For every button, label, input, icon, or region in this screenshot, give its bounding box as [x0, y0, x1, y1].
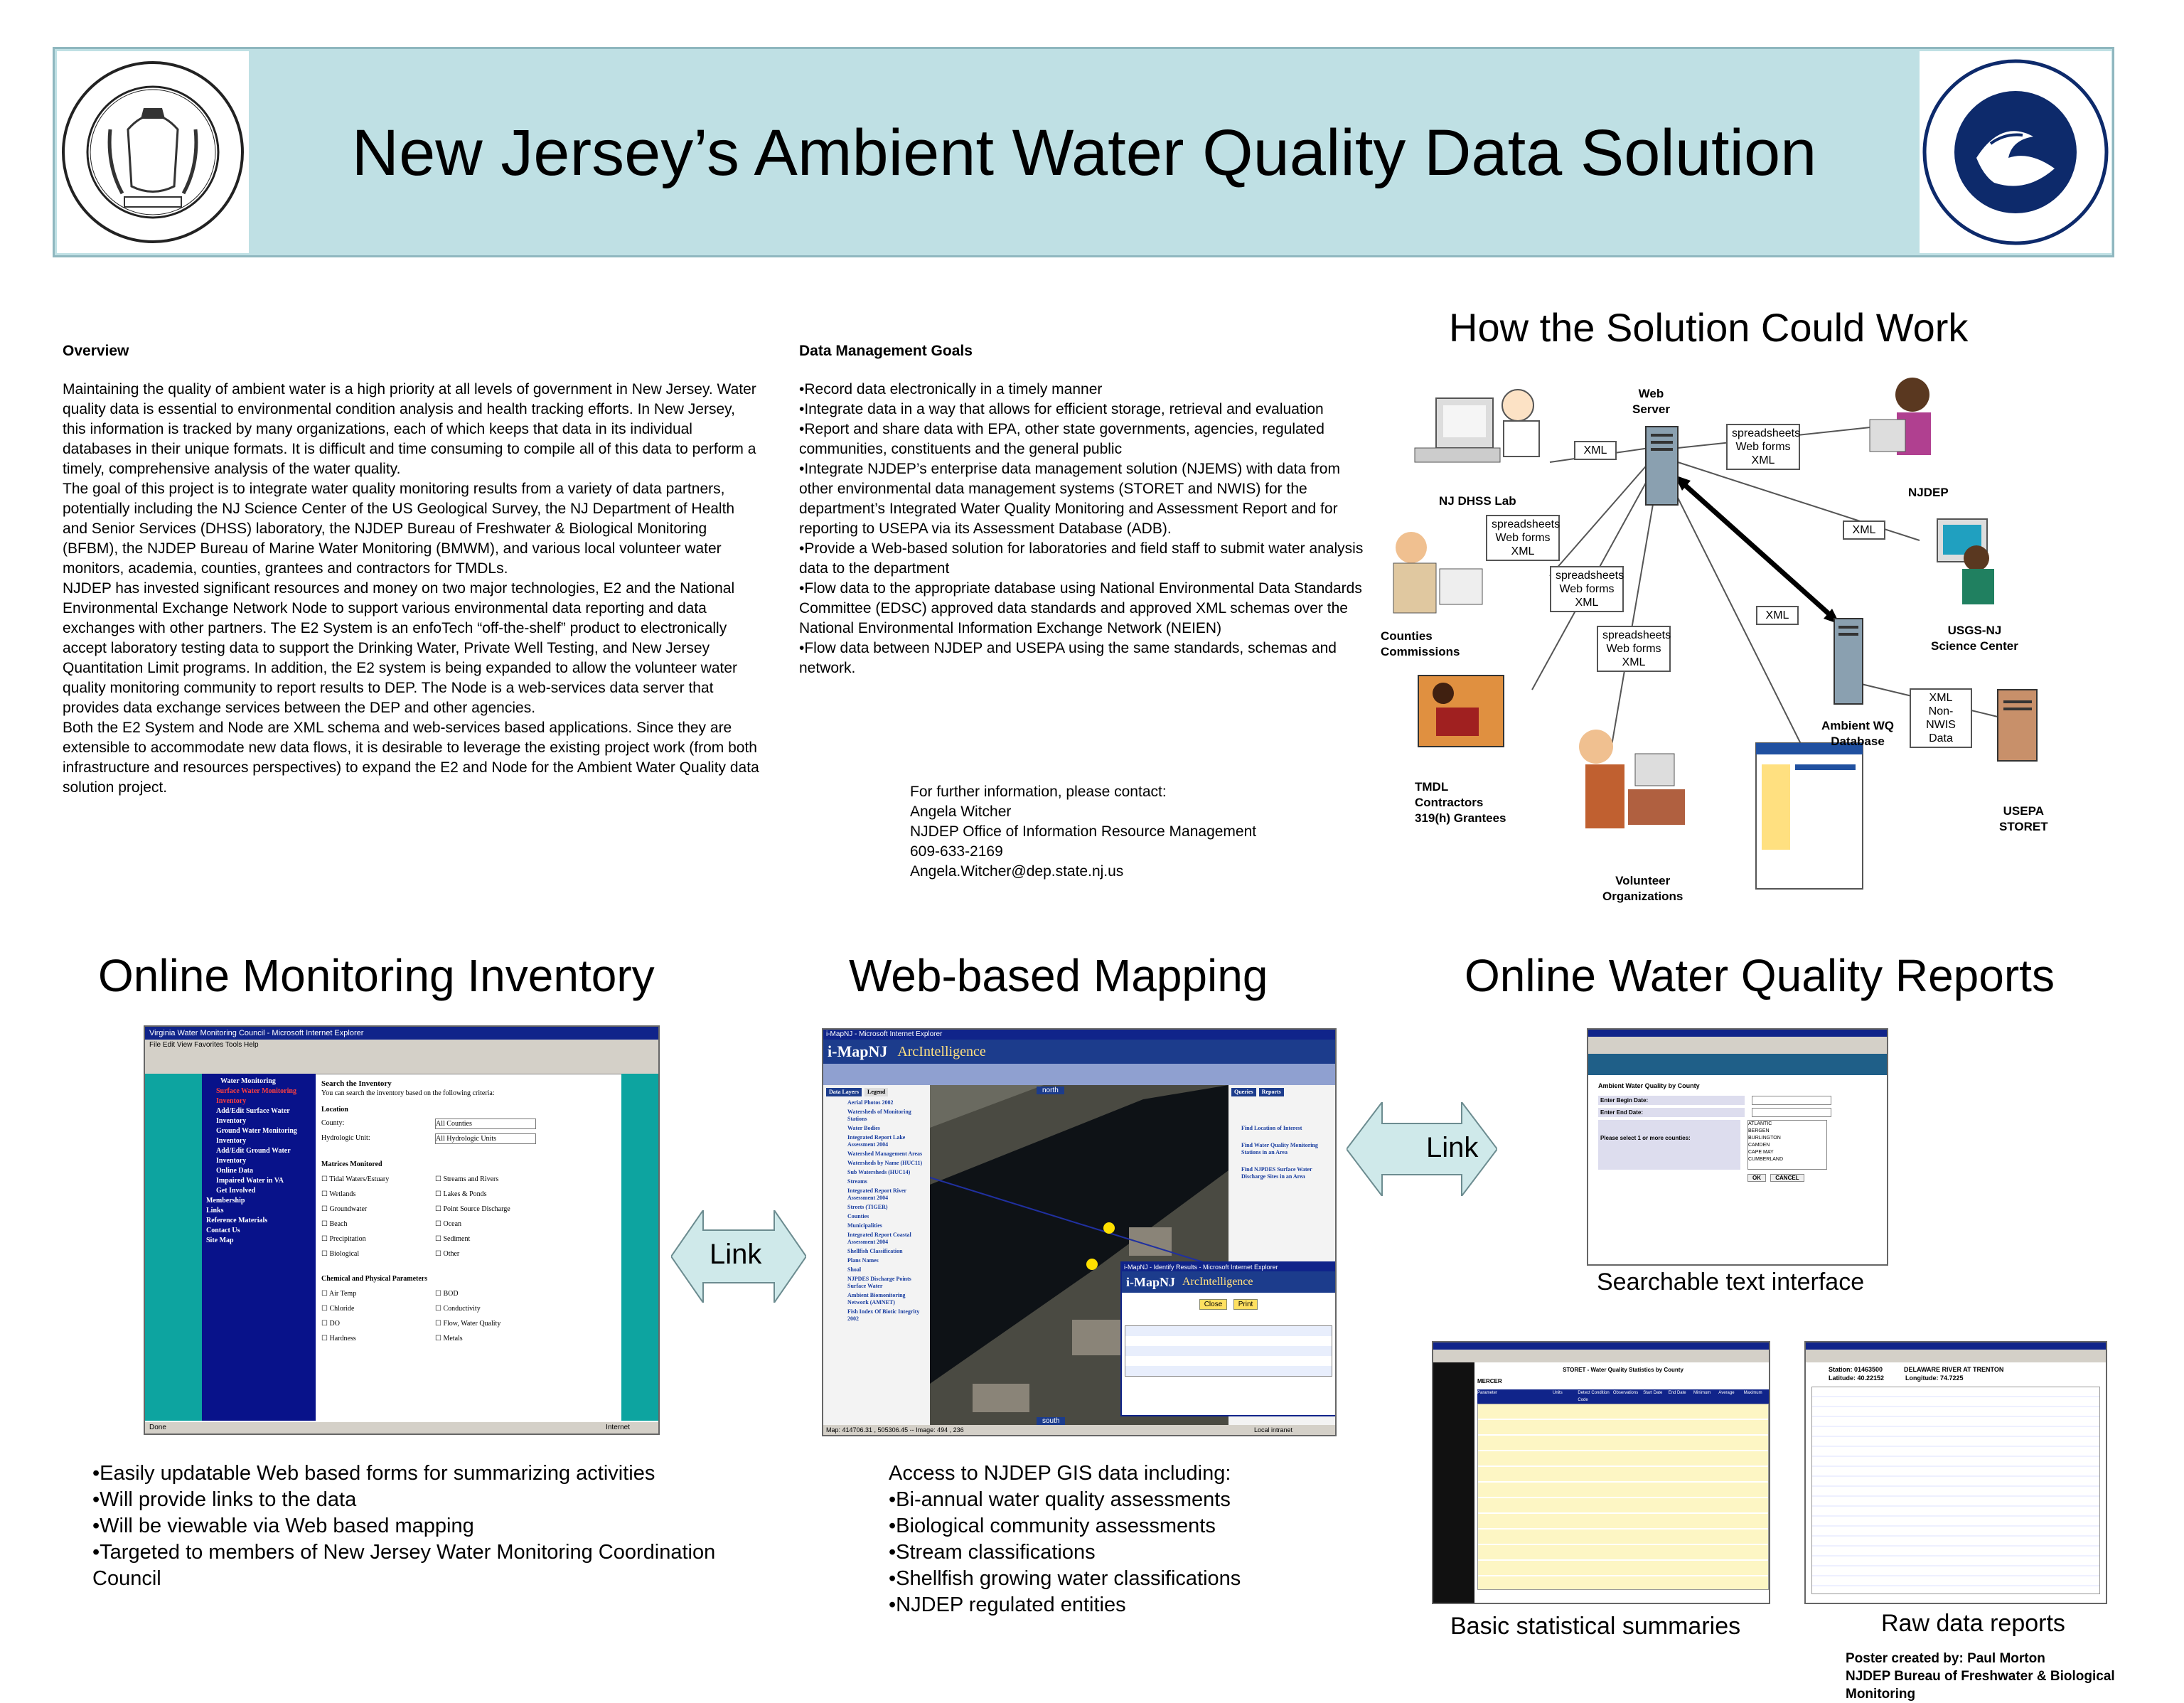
- nav-item[interactable]: Site Map: [206, 1237, 234, 1244]
- toolbar[interactable]: [1806, 1350, 2106, 1362]
- mapping-heading: Web-based Mapping: [849, 950, 1268, 1001]
- overview-paragraph: Both the E2 System and Node are XML schema and web-services based applications. Since they are extensible to accommodate new data flows, it is desirable to leverage the existing project work (from both infrastructure and resources perspectives) to expand the E2 and Node for the Ambient Water Quality data solution project.: [63, 720, 759, 796]
- xml-label: XML: [1756, 606, 1799, 625]
- non-nwis-label: XML Non-NWIS Data: [1910, 688, 1972, 748]
- bullet-item: •Easily updatable Web based forms for summarizing activities: [92, 1462, 655, 1485]
- clipart-icon: [1418, 676, 1504, 747]
- layer-item[interactable]: Municipalities: [847, 1222, 882, 1229]
- search-form: [1588, 1075, 1887, 1189]
- station-lat: Latitude: 40.22152: [1829, 1374, 1885, 1382]
- hu-label: Hydrologic Unit:: [321, 1134, 370, 1142]
- station-name: DELAWARE RIVER AT TRENTON: [1904, 1366, 2004, 1373]
- checkbox-item[interactable]: ☐ Lakes & Ponds: [435, 1190, 487, 1198]
- nav-item[interactable]: Get Involved: [216, 1187, 256, 1195]
- bullet-item: •Targeted to members of New Jersey Water Monitoring Coordination Council: [92, 1541, 716, 1590]
- server-icon: [1834, 619, 1863, 704]
- query-item[interactable]: Find NJPDES Surface Water Discharge Sites in an Area: [1241, 1166, 1312, 1180]
- status-bar: [145, 1422, 658, 1434]
- contact-name: Angela Witcher: [910, 804, 1012, 820]
- spreadsheets-label: spreadsheets Web forms XML: [1486, 515, 1560, 561]
- overview-paragraph: Maintaining the quality of ambient water is a high priority at all levels of government in New Jersey. Water quality data is essential to environmental condition analysis and health tracking efforts. In New Jersey, this information is tracked by many organizations, each of which keeps that data in its individual databases in their unique formats. It is difficult and time consuming to compile all of this data to perform a timely, comprehensive analysis of the water quality.: [63, 381, 756, 477]
- layer-item[interactable]: Watersheds of Monitoring Stations: [847, 1109, 911, 1122]
- nav-item[interactable]: Add/Edit Ground Water Inventory: [216, 1147, 291, 1165]
- contact-phone: 609-633-2169: [910, 843, 1003, 860]
- nav-item[interactable]: Reference Materials: [206, 1217, 268, 1224]
- xml-label: XML: [1574, 441, 1617, 460]
- link-label: Link: [710, 1239, 762, 1270]
- contact-line: For further information, please contact:: [910, 784, 1167, 800]
- stats-caption: Basic statistical summaries: [1450, 1613, 1741, 1640]
- begin-date-label: Enter Begin Date:: [1598, 1096, 1745, 1105]
- database-icon: [1998, 690, 2037, 761]
- nav-item[interactable]: Impaired Water in VA: [216, 1177, 284, 1185]
- county-option[interactable]: CUMBERLAND: [1748, 1157, 1784, 1162]
- layer-item[interactable]: NJPDES Discharge Points Surface Water: [847, 1276, 911, 1289]
- bullet-item: •Stream classifications: [889, 1541, 1096, 1564]
- popup-close-button[interactable]: Close: [1199, 1299, 1228, 1310]
- bullet-item: •Will provide links to the data: [92, 1488, 357, 1511]
- reports-heading: Online Water Quality Reports: [1465, 950, 2055, 1001]
- checkbox-item[interactable]: ☐ Biological: [321, 1250, 360, 1258]
- overview-body: [63, 380, 759, 798]
- layer-item[interactable]: Streets (TIGER): [847, 1204, 888, 1210]
- tab-legend[interactable]: Legend: [864, 1088, 888, 1096]
- raw-caption: Raw data reports: [1881, 1610, 2065, 1637]
- counties-label: Counties Commissions: [1381, 629, 1460, 658]
- bullet-intro: Access to NJDEP GIS data including:: [889, 1462, 1231, 1485]
- layer-item[interactable]: Aerial Photos 2002: [847, 1099, 894, 1106]
- tab-reports[interactable]: Reports: [1259, 1088, 1284, 1096]
- xml-label: XML: [1843, 520, 1885, 540]
- goal-item: •Record data electronically in a timely manner: [799, 381, 1103, 397]
- bullet-item: •Will be viewable via Web based mapping: [92, 1515, 474, 1537]
- dhss-label: NJ DHSS Lab: [1439, 494, 1516, 508]
- popup-print-button[interactable]: Print: [1233, 1299, 1258, 1310]
- status-zone: Local intranet: [1253, 1426, 1292, 1434]
- goal-item: •Flow data between NJDEP and USEPA using the same standards, schemas and network.: [799, 640, 1337, 676]
- checkbox-item[interactable]: ☐ Ocean: [435, 1220, 462, 1228]
- layer-item[interactable]: Streams: [847, 1178, 867, 1185]
- submit-button[interactable]: OK: [1747, 1174, 1766, 1182]
- compass-north[interactable]: north: [1037, 1087, 1064, 1094]
- location-heading: Location: [321, 1106, 348, 1114]
- layers-panel: [823, 1085, 930, 1426]
- imap-product: ArcIntelligence: [897, 1043, 986, 1059]
- inventory-heading: Online Monitoring Inventory: [98, 950, 655, 1001]
- nav-item[interactable]: Surface Water Monitoring Inventory: [216, 1087, 296, 1105]
- layer-item[interactable]: Integrated Report River Assessment 2004: [847, 1187, 906, 1201]
- inventory-nav: [202, 1074, 316, 1421]
- person-icon: [1870, 378, 1931, 455]
- nav-item[interactable]: Online Data: [216, 1167, 253, 1175]
- window-titlebar: [1806, 1342, 2106, 1350]
- window-titlebar: Virginia Water Monitoring Council - Microsoft Internet Explorer: [145, 1027, 658, 1040]
- matrices-heading: Matrices Monitored: [321, 1160, 382, 1168]
- njdep-logo: [1920, 51, 2111, 253]
- person-icon: [1393, 532, 1482, 613]
- raw-content: [1806, 1362, 2106, 1597]
- checkbox-item[interactable]: ☐ Air Temp: [321, 1290, 357, 1298]
- stats-sidebar: [1433, 1362, 1474, 1604]
- computer-icon: [1937, 519, 1994, 604]
- nav-item[interactable]: Membership: [206, 1197, 245, 1205]
- window-titlebar: [1433, 1342, 1769, 1350]
- nav-item[interactable]: Water Monitoring: [220, 1077, 276, 1085]
- computer-icon: [1415, 390, 1539, 462]
- layer-item[interactable]: Integrated Report Coastal Assessment 2004: [847, 1232, 911, 1245]
- checkbox-item[interactable]: ☐ Tidal Waters/Estuary: [321, 1175, 390, 1183]
- popup-product: ArcIntelligence: [1182, 1276, 1253, 1288]
- column-header: Minimum: [1693, 1391, 1711, 1395]
- checkbox-item[interactable]: ☐ Flow, Water Quality: [435, 1320, 501, 1328]
- status-text: Map: 414706.31 , 505306.45 -- Image: 494 , 236: [826, 1426, 964, 1434]
- column-header: Observations: [1612, 1391, 1639, 1395]
- column-header: Start Date: [1643, 1391, 1663, 1395]
- nav-item[interactable]: Add/Edit Surface Water Inventory: [216, 1107, 290, 1125]
- column-header: Average: [1718, 1391, 1735, 1395]
- overview-paragraph: NJDEP has invested significant resources and money on two major technologies, E2 and the National Environmental Exchange Network Node to support various environmental data reporting and data exchanges with other partners. The E2 System is an enfoTech “off-the-shelf” product to electronically accept laboratory testing data to support the Drinking Water, Private Well Testing, and New Jersey Quantitation Limit programs. In addition, the E2 system is being expanded to allow the volunteer water quality monitoring community to report results to DEP. The Node is a web-services data server that provides data exchange services between the DEP and other agencies.: [63, 580, 738, 716]
- cancel-button[interactable]: CANCEL: [1770, 1174, 1804, 1182]
- bullet-item: •Shellfish growing water classifications: [889, 1567, 1241, 1590]
- goal-item: •Integrate NJDEP’s enterprise data management solution (NJEMS) with data from other environmental data management systems (STORET and NWIS) for the department’s Integrated Water Quality Monitoring and Assessment Report and for reporting to USEPA via its Assessment Database (ADB).: [799, 461, 1340, 537]
- overview-heading: Overview: [63, 343, 129, 359]
- form-heading: Ambient Water Quality by County: [1598, 1082, 1700, 1089]
- layer-item[interactable]: Ambient Biomonitoring Network (AMNET): [847, 1292, 906, 1306]
- popup-brand: i-MapNJ: [1126, 1274, 1175, 1289]
- raw-data-screenshot: [1804, 1341, 2107, 1604]
- tab-queries[interactable]: Queries: [1231, 1088, 1256, 1096]
- status-zone: Internet: [606, 1424, 630, 1431]
- column-header: Parameter: [1477, 1391, 1498, 1395]
- chem-checks: [321, 1289, 616, 1343]
- layer-item[interactable]: Plans Names: [847, 1257, 879, 1264]
- diagram-title: How the Solution Could Work: [1449, 305, 1969, 350]
- chem-heading: Chemical and Physical Parameters: [321, 1275, 428, 1283]
- status-bar: [823, 1425, 1335, 1435]
- layer-item[interactable]: Fish Index Of Biotic Integrity 2002: [847, 1308, 920, 1322]
- hu-select[interactable]: All Hydrologic Units: [435, 1133, 536, 1144]
- tab-data-layers[interactable]: Data Layers: [826, 1088, 862, 1096]
- usepa-label: USEPA STORET: [1999, 804, 2048, 833]
- njdep-label: NJDEP: [1908, 486, 1949, 499]
- checkbox-item[interactable]: ☐ Beach: [321, 1220, 348, 1228]
- nj-state-seal: [57, 51, 249, 253]
- toolbar[interactable]: [1433, 1350, 1769, 1362]
- form-heading: Search the Inventory: [321, 1079, 392, 1088]
- poster-title: New Jersey’s Ambient Water Quality Data Solution: [351, 117, 1817, 189]
- stats-content: [1477, 1367, 1769, 1590]
- station-lon: Longitude: 74.7225: [1905, 1374, 1964, 1382]
- ambient-db-label: Ambient WQ Database: [1821, 719, 1894, 748]
- nav-item[interactable]: Contact Us: [206, 1227, 240, 1234]
- goal-item: •Report and share data with EPA, other state governments, agencies, regulated communities, constituents and the general public: [799, 421, 1324, 457]
- stats-header-row: [1477, 1389, 1769, 1404]
- layer-item[interactable]: Shoal: [847, 1266, 862, 1273]
- stats-table-body: [1477, 1404, 1769, 1590]
- end-date-input[interactable]: [1752, 1108, 1831, 1117]
- checkbox-item[interactable]: ☐ Chloride: [321, 1305, 355, 1313]
- checkbox-item[interactable]: ☐ Wetlands: [321, 1190, 356, 1198]
- poster-credit: Poster created by: Paul Morton: [1846, 1651, 2045, 1666]
- county-label: County:: [321, 1119, 345, 1127]
- checkbox-item[interactable]: ☐ Point Source Discharge: [435, 1205, 510, 1213]
- checkbox-item[interactable]: ☐ Conductivity: [435, 1305, 481, 1313]
- nav-item[interactable]: Ground Water Monitoring Inventory: [216, 1127, 297, 1145]
- checkbox-item[interactable]: ☐ BOD: [435, 1290, 459, 1298]
- begin-date-input[interactable]: [1752, 1096, 1831, 1105]
- web-server-label: Web Server: [1632, 387, 1670, 416]
- contact-email[interactable]: Angela.Witcher@dep.state.nj.us: [910, 863, 1124, 880]
- column-header: End Date: [1668, 1391, 1686, 1395]
- layer-item[interactable]: Counties: [847, 1213, 869, 1219]
- raw-data-table: [1811, 1387, 2100, 1594]
- end-date-label: Enter End Date:: [1598, 1108, 1745, 1117]
- stats-county: MERCER: [1477, 1378, 1502, 1384]
- volunteer-label: Volunteer Organizations: [1602, 874, 1684, 903]
- imap-brand: i-MapNJ: [828, 1042, 888, 1060]
- site-banner: [1588, 1054, 1887, 1075]
- goals-heading: Data Management Goals: [799, 343, 973, 359]
- search-interface-screenshot: [1587, 1028, 1888, 1266]
- county-select[interactable]: All Counties: [435, 1119, 536, 1129]
- form-subtext: You can search the inventory based on the following criteria:: [321, 1089, 495, 1097]
- county-option[interactable]: BURLINGTON: [1748, 1136, 1781, 1141]
- column-header: Units: [1553, 1391, 1563, 1395]
- query-item[interactable]: Find Water Quality Monitoring Stations in an Area: [1241, 1142, 1318, 1155]
- layer-item[interactable]: Watersheds by Name (HUC11): [847, 1160, 923, 1166]
- column-header: Maximum: [1743, 1391, 1762, 1395]
- identify-popup: [1120, 1261, 1337, 1416]
- status-text: Done: [149, 1424, 166, 1431]
- goal-item: •Integrate data in a way that allows for efficient storage, retrieval and evaluation: [799, 401, 1324, 417]
- query-item[interactable]: Find Location of Interest: [1241, 1125, 1302, 1131]
- checkbox-item[interactable]: ☐ Other: [435, 1250, 460, 1258]
- counties-label: Please select 1 or more counties:: [1598, 1120, 1740, 1170]
- teal-sidebar: [621, 1074, 658, 1421]
- imap-header: [823, 1040, 1335, 1064]
- inventory-bullets: [92, 1461, 732, 1592]
- checkbox-item[interactable]: ☐ Hardness: [321, 1335, 356, 1342]
- search-caption: Searchable text interface: [1597, 1269, 1865, 1296]
- county-option[interactable]: ATLANTIC: [1748, 1121, 1772, 1126]
- inventory-form: [316, 1074, 621, 1421]
- checkbox-item[interactable]: ☐ Precipitation: [321, 1235, 366, 1243]
- bullet-item: •Bi-annual water quality assessments: [889, 1488, 1231, 1511]
- server-icon: [1646, 427, 1678, 505]
- bullet-item: •NJDEP regulated entities: [889, 1593, 1126, 1616]
- overview-paragraph: The goal of this project is to integrate water quality monitoring results from a variety of data partners, potentially including the NJ Science Center of the US Geological Survey, the NJ Department of Health and Senior Services (DHSS) laboratory, the NJDEP Bureau of Freshwater & Biological Monitoring (BFBM), the NJDEP Bureau of Marine Water Monitoring (BMWM), and various local volunteer water monitors, academia, counties, grantees and contractors for TMDLs.: [63, 481, 735, 577]
- checkbox-item[interactable]: ☐ Streams and Rivers: [435, 1175, 499, 1183]
- spreadsheets-label: spreadsheets Web forms XML: [1597, 626, 1671, 672]
- menu-bar[interactable]: File Edit View Favorites Tools Help: [145, 1040, 658, 1051]
- inventory-screenshot: [144, 1025, 660, 1435]
- contact-block: [910, 782, 1337, 882]
- layer-item[interactable]: Sub Watersheds (HUC14): [847, 1169, 911, 1175]
- mapping-screenshot: [822, 1028, 1337, 1436]
- goal-item: •Provide a Web-based solution for laboratories and field staff to submit water analysis data to the department: [799, 540, 1364, 577]
- checkbox-item[interactable]: ☐ DO: [321, 1320, 340, 1328]
- popup-titlebar: i-MapNJ - Identify Results - Microsoft Internet Explorer: [1122, 1263, 1335, 1271]
- link-label: Link: [1426, 1132, 1479, 1163]
- contact-office: NJDEP Office of Information Resource Management: [910, 823, 1257, 840]
- layer-item[interactable]: Shellfish Classification: [847, 1248, 903, 1254]
- usgs-label: USGS-NJ Science Center: [1931, 624, 2018, 653]
- layer-item[interactable]: Water Bodies: [847, 1125, 880, 1131]
- nav-item[interactable]: Links: [206, 1207, 224, 1214]
- checkbox-item[interactable]: ☐ Groundwater: [321, 1205, 368, 1213]
- county-listbox[interactable]: [1747, 1120, 1827, 1170]
- goal-item: •Flow data to the appropriate database using National Environmental Data Standards Committee (EDSC) approved data standards and approved XML schemas over the National Environmental Information Exchange Network (NEIEN): [799, 580, 1362, 636]
- tmdl-label: TMDL Contractors 319(h) Grantees: [1415, 780, 1506, 825]
- compass-south[interactable]: south: [1037, 1417, 1065, 1425]
- county-option[interactable]: CAMDEN: [1748, 1143, 1770, 1148]
- toolbar[interactable]: [1588, 1037, 1887, 1054]
- checkbox-item[interactable]: ☐ Sediment: [435, 1235, 471, 1243]
- county-option[interactable]: CAPE MAY: [1748, 1150, 1774, 1155]
- stats-title: STORET - Water Quality Statistics by County: [1563, 1367, 1684, 1373]
- column-header: Detect Condition Code: [1578, 1391, 1610, 1402]
- matrices-checks: [321, 1175, 616, 1259]
- mapping-bullets: [889, 1461, 1386, 1618]
- poster-credit-bureau: NJDEP Bureau of Freshwater & Biological Monitoring: [1846, 1669, 2115, 1702]
- window-titlebar: i-MapNJ - Microsoft Internet Explorer: [823, 1030, 1335, 1040]
- checkbox-item[interactable]: ☐ Metals: [435, 1335, 463, 1342]
- identify-table: [1125, 1325, 1332, 1377]
- spreadsheets-label: spreadsheets Web forms XML: [1550, 566, 1624, 612]
- bullet-item: •Biological community assessments: [889, 1515, 1216, 1537]
- stats-screenshot: [1432, 1341, 1770, 1604]
- spreadsheets-label: spreadsheets Web forms XML: [1726, 424, 1800, 470]
- layer-item[interactable]: Watershed Management Areas: [847, 1151, 923, 1157]
- station-id: Station: 01463500: [1829, 1366, 1883, 1373]
- county-option[interactable]: BERGEN: [1748, 1128, 1770, 1133]
- person-icon: [1579, 730, 1685, 828]
- screenshot-thumbnail: [1756, 743, 1863, 889]
- layer-item[interactable]: Integrated Report Lake Assessment 2004: [847, 1134, 906, 1148]
- window-titlebar: [1588, 1030, 1887, 1037]
- map-toolbar[interactable]: [823, 1064, 1335, 1085]
- goals-list: [799, 380, 1368, 678]
- teal-sidebar: [145, 1074, 202, 1421]
- toolbar[interactable]: [145, 1051, 658, 1074]
